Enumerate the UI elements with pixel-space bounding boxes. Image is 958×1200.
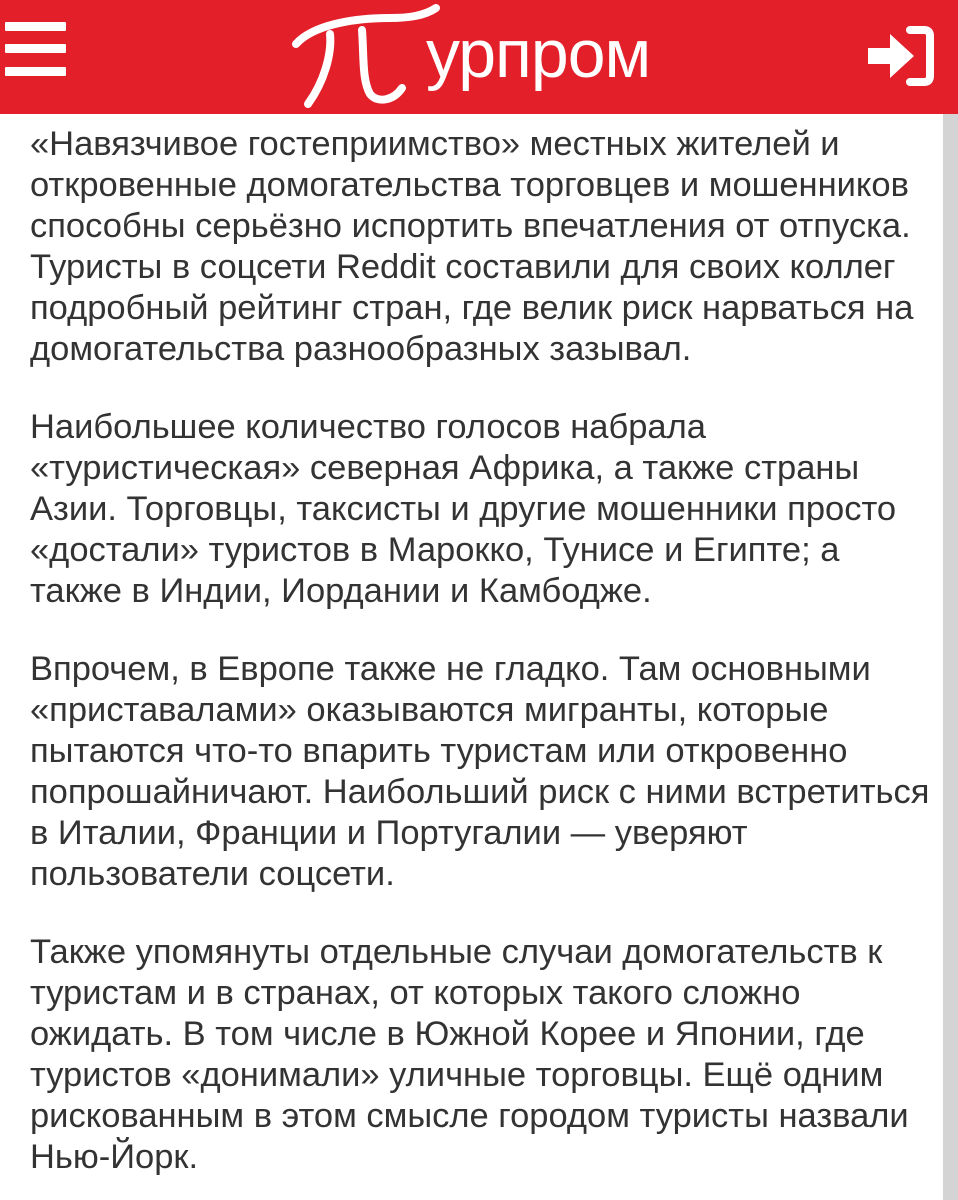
article-paragraph-4: Также упомянуты отдельные случаи домогательств к туристам и в странах, от которых такого сложно ожидать. В том числе в Южной Корее и Японии, где туристов «донимали» уличные торговцы. Ещё одним рискованным в этом смысле городом туристы назвали Нью-Йорк. bbox=[30, 933, 909, 1176]
logo-t-glyph bbox=[290, 4, 440, 110]
article-paragraph-1: «Навязчивое гостеприимство» местных жителей и откровенные домогательства торговцев и мошенников способны серьёзно испортить впечатления от отпуска. Туристы в соцсети Reddit составили для своих коллег подробный рейтинг стран, где велик риск нарваться на домогательства разнообразных зазывал. bbox=[30, 125, 914, 368]
article-body bbox=[30, 124, 930, 1200]
menu-bar-middle bbox=[5, 44, 66, 53]
site-logo[interactable] bbox=[290, 0, 660, 114]
article-paragraph-2: Наибольшее количество голосов набрала «туристическая» северная Африка, а также страны Азии. Торговцы, таксисты и другие мошенники просто «достали» туристов в Марокко, Тунисе и Египте; а также в Индии, Иордании и Камбодже. bbox=[30, 408, 897, 610]
menu-bar-top bbox=[5, 22, 66, 31]
hamburger-menu-icon[interactable] bbox=[0, 22, 72, 84]
sign-in-icon[interactable] bbox=[864, 24, 936, 88]
logo-wordmark: урпром bbox=[426, 16, 651, 92]
sign-in-glyph bbox=[864, 24, 936, 88]
menu-bar-bottom bbox=[5, 67, 66, 76]
article-viewport[interactable] bbox=[0, 114, 943, 1200]
article-paragraph-3: Впрочем, в Европе также не гладко. Там основными «приставалами» оказываются мигранты, которые пытаются что-то впарить туристам или откровенно попрошайничают. Наибольший риск с ними встретиться в Италии, Франции и Португалии — уверяют пользователи соцсети. bbox=[30, 650, 930, 893]
scrollbar-track[interactable] bbox=[943, 114, 958, 1200]
site-header bbox=[0, 0, 958, 114]
